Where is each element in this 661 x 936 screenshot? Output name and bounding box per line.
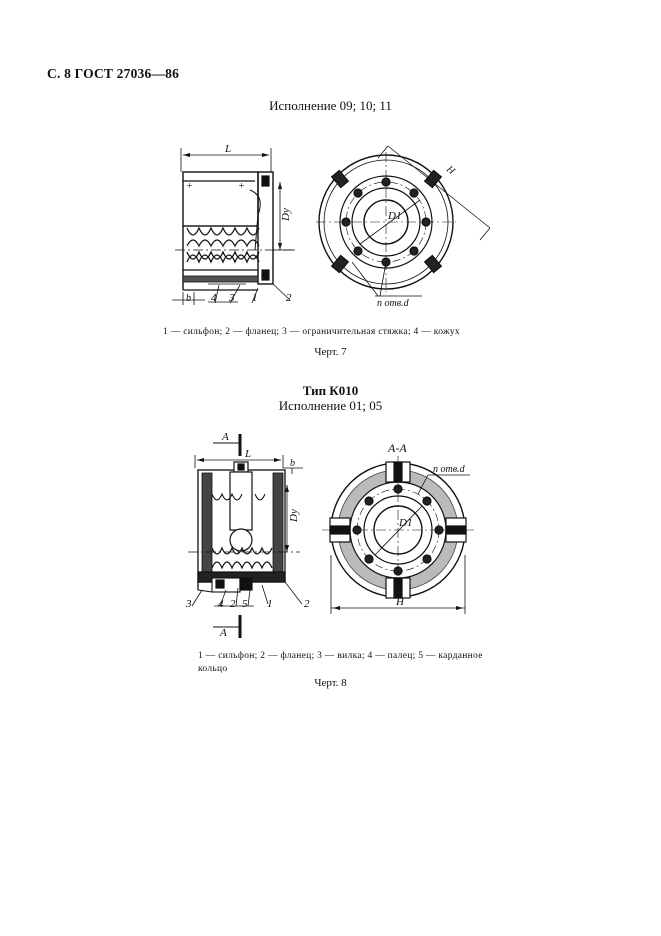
fig7-label-holes: n отв.d [377,298,409,309]
fig8-label-5: 5 [242,598,248,610]
fig8-label-2-left: 2 [230,598,236,610]
svg-text:+: + [238,181,245,192]
fig8-label-Dy: Dу [288,509,300,522]
fig8-label-4: 4 [218,598,224,610]
fig7-legend: 1 — сильфон; 2 — фланец; 3 — ограничительная стяжка; 4 — кожух [163,327,460,337]
fig8-label-1: 1 [267,598,273,610]
fig8-legend: 1 — сильфон; 2 — фланец; 3 — вилка; 4 — палец; 5 — карданное кольцо [198,651,483,674]
fig7-caption: Черт. 7 [314,346,347,358]
page-header: С. 8 ГОСТ 27036—86 [47,66,180,81]
fig7-label-4: 4 [211,292,217,304]
fig7-front-view [316,146,490,296]
fig8-label-L: L [245,448,252,460]
fig8-type-title: Тип К010 [302,383,359,398]
svg-text:+: + [186,181,193,192]
fig8-label-D1: D1 [399,517,413,529]
fig8-variant-title: Исполнение 01; 05 [278,398,383,413]
fig8-label-H: H [396,596,404,608]
fig7-label-H: H [444,163,457,177]
fig8-label-2: 2 [304,598,310,610]
fig7-label-1: 1 [252,292,258,304]
fig7-label-L: L [225,143,232,155]
fig8-section-view [322,456,474,614]
fig7-label-b: b [186,293,191,304]
fig8-label-A-bottom: A [220,627,227,639]
fig7-label-3: 3 [229,292,235,304]
fig7-side-view [172,148,296,305]
fig8-caption: Черт. 8 [314,677,347,689]
fig7-label-Dy: Dу [280,208,292,221]
fig8-label-3: 3 [186,598,192,610]
fig7-label-D1: D1 [388,210,402,222]
fig8-label-A-top: A [222,431,229,443]
fig7-variant-title: Исполнение 09; 10; 11 [269,98,392,113]
fig8-label-holes: n отв.d [433,464,465,475]
fig8-label-section: A-A [388,441,407,455]
fig8-label-b: b [290,458,295,469]
fig7-label-2: 2 [286,292,292,304]
